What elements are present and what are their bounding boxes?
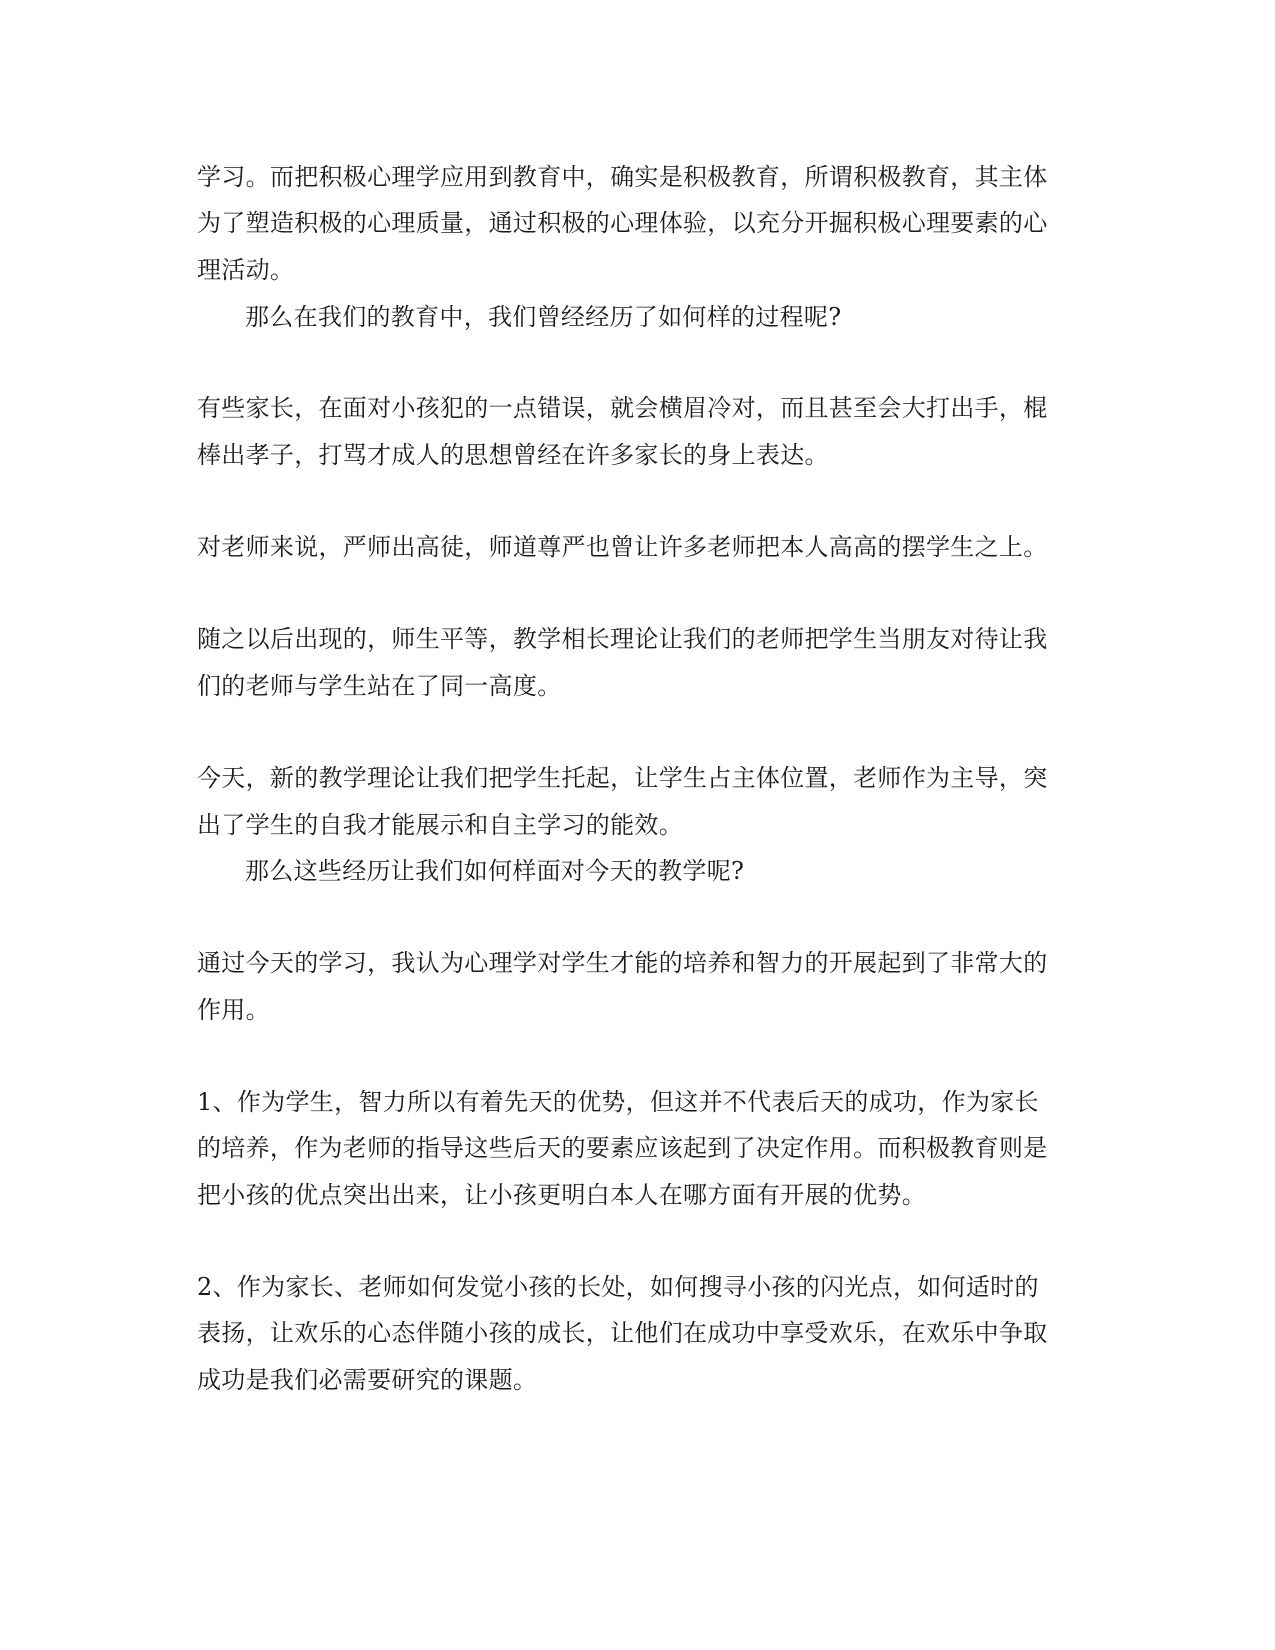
text-line: 通过今天的学习，我认为心理学对学生才能的培养和智力的开展起到了非常大的 (197, 949, 1048, 977)
text-line: 的培养，作为老师的指导这些后天的要素应该起到了决定作用。而积极教育则是 (197, 1134, 1048, 1162)
text-line: 们的老师与学生站在了同一高度。 (197, 672, 562, 700)
text-line: 作用。 (197, 996, 270, 1024)
text-line: 那么这些经历让我们如何样面对今天的教学呢? (245, 857, 745, 885)
text-line: 随之以后出现的，师生平等，教学相长理论让我们的老师把学生当朋友对待让我 (197, 625, 1048, 653)
text-line: 成功是我们必需要研究的课题。 (197, 1366, 538, 1394)
text-line: 表扬，让欢乐的心态伴随小孩的成长，让他们在成功中享受欢乐，在欢乐中争取 (197, 1319, 1048, 1347)
text-line: 出了学生的自我才能展示和自主学习的能效。 (197, 811, 683, 839)
text-line: 那么在我们的教育中，我们曾经经历了如何样的过程呢? (245, 303, 842, 331)
text-line: 有些家长，在面对小孩犯的一点错误，就会横眉冷对，而且甚至会大打出手，棍 (197, 394, 1048, 422)
text-line: 对老师来说，严师出高徒，师道尊严也曾让许多老师把本人高高的摆学生之上。 (197, 533, 1048, 561)
text-line: 1、作为学生，智力所以有着先天的优势，但这并不代表后天的成功，作为家长 (197, 1088, 1039, 1116)
text-line: 为了塑造积极的心理质量，通过积极的心理体验，以充分开掘积极心理要素的心 (197, 209, 1048, 237)
text-line: 今天，新的教学理论让我们把学生托起，让学生占主体位置，老师作为主导，突 (197, 764, 1048, 792)
text-line: 学习。而把积极心理学应用到教育中，确实是积极教育，所谓积极教育，其主体 (197, 163, 1048, 191)
text-line: 把小孩的优点突出出来，让小孩更明白本人在哪方面有开展的优势。 (197, 1181, 926, 1209)
text-line: 棒出孝子，打骂才成人的思想曾经在许多家长的身上表达。 (197, 441, 829, 469)
text-line: 理活动。 (197, 256, 295, 284)
text-line: 2、作为家长、老师如何发觉小孩的长处，如何搜寻小孩的闪光点，如何适时的 (197, 1273, 1039, 1301)
